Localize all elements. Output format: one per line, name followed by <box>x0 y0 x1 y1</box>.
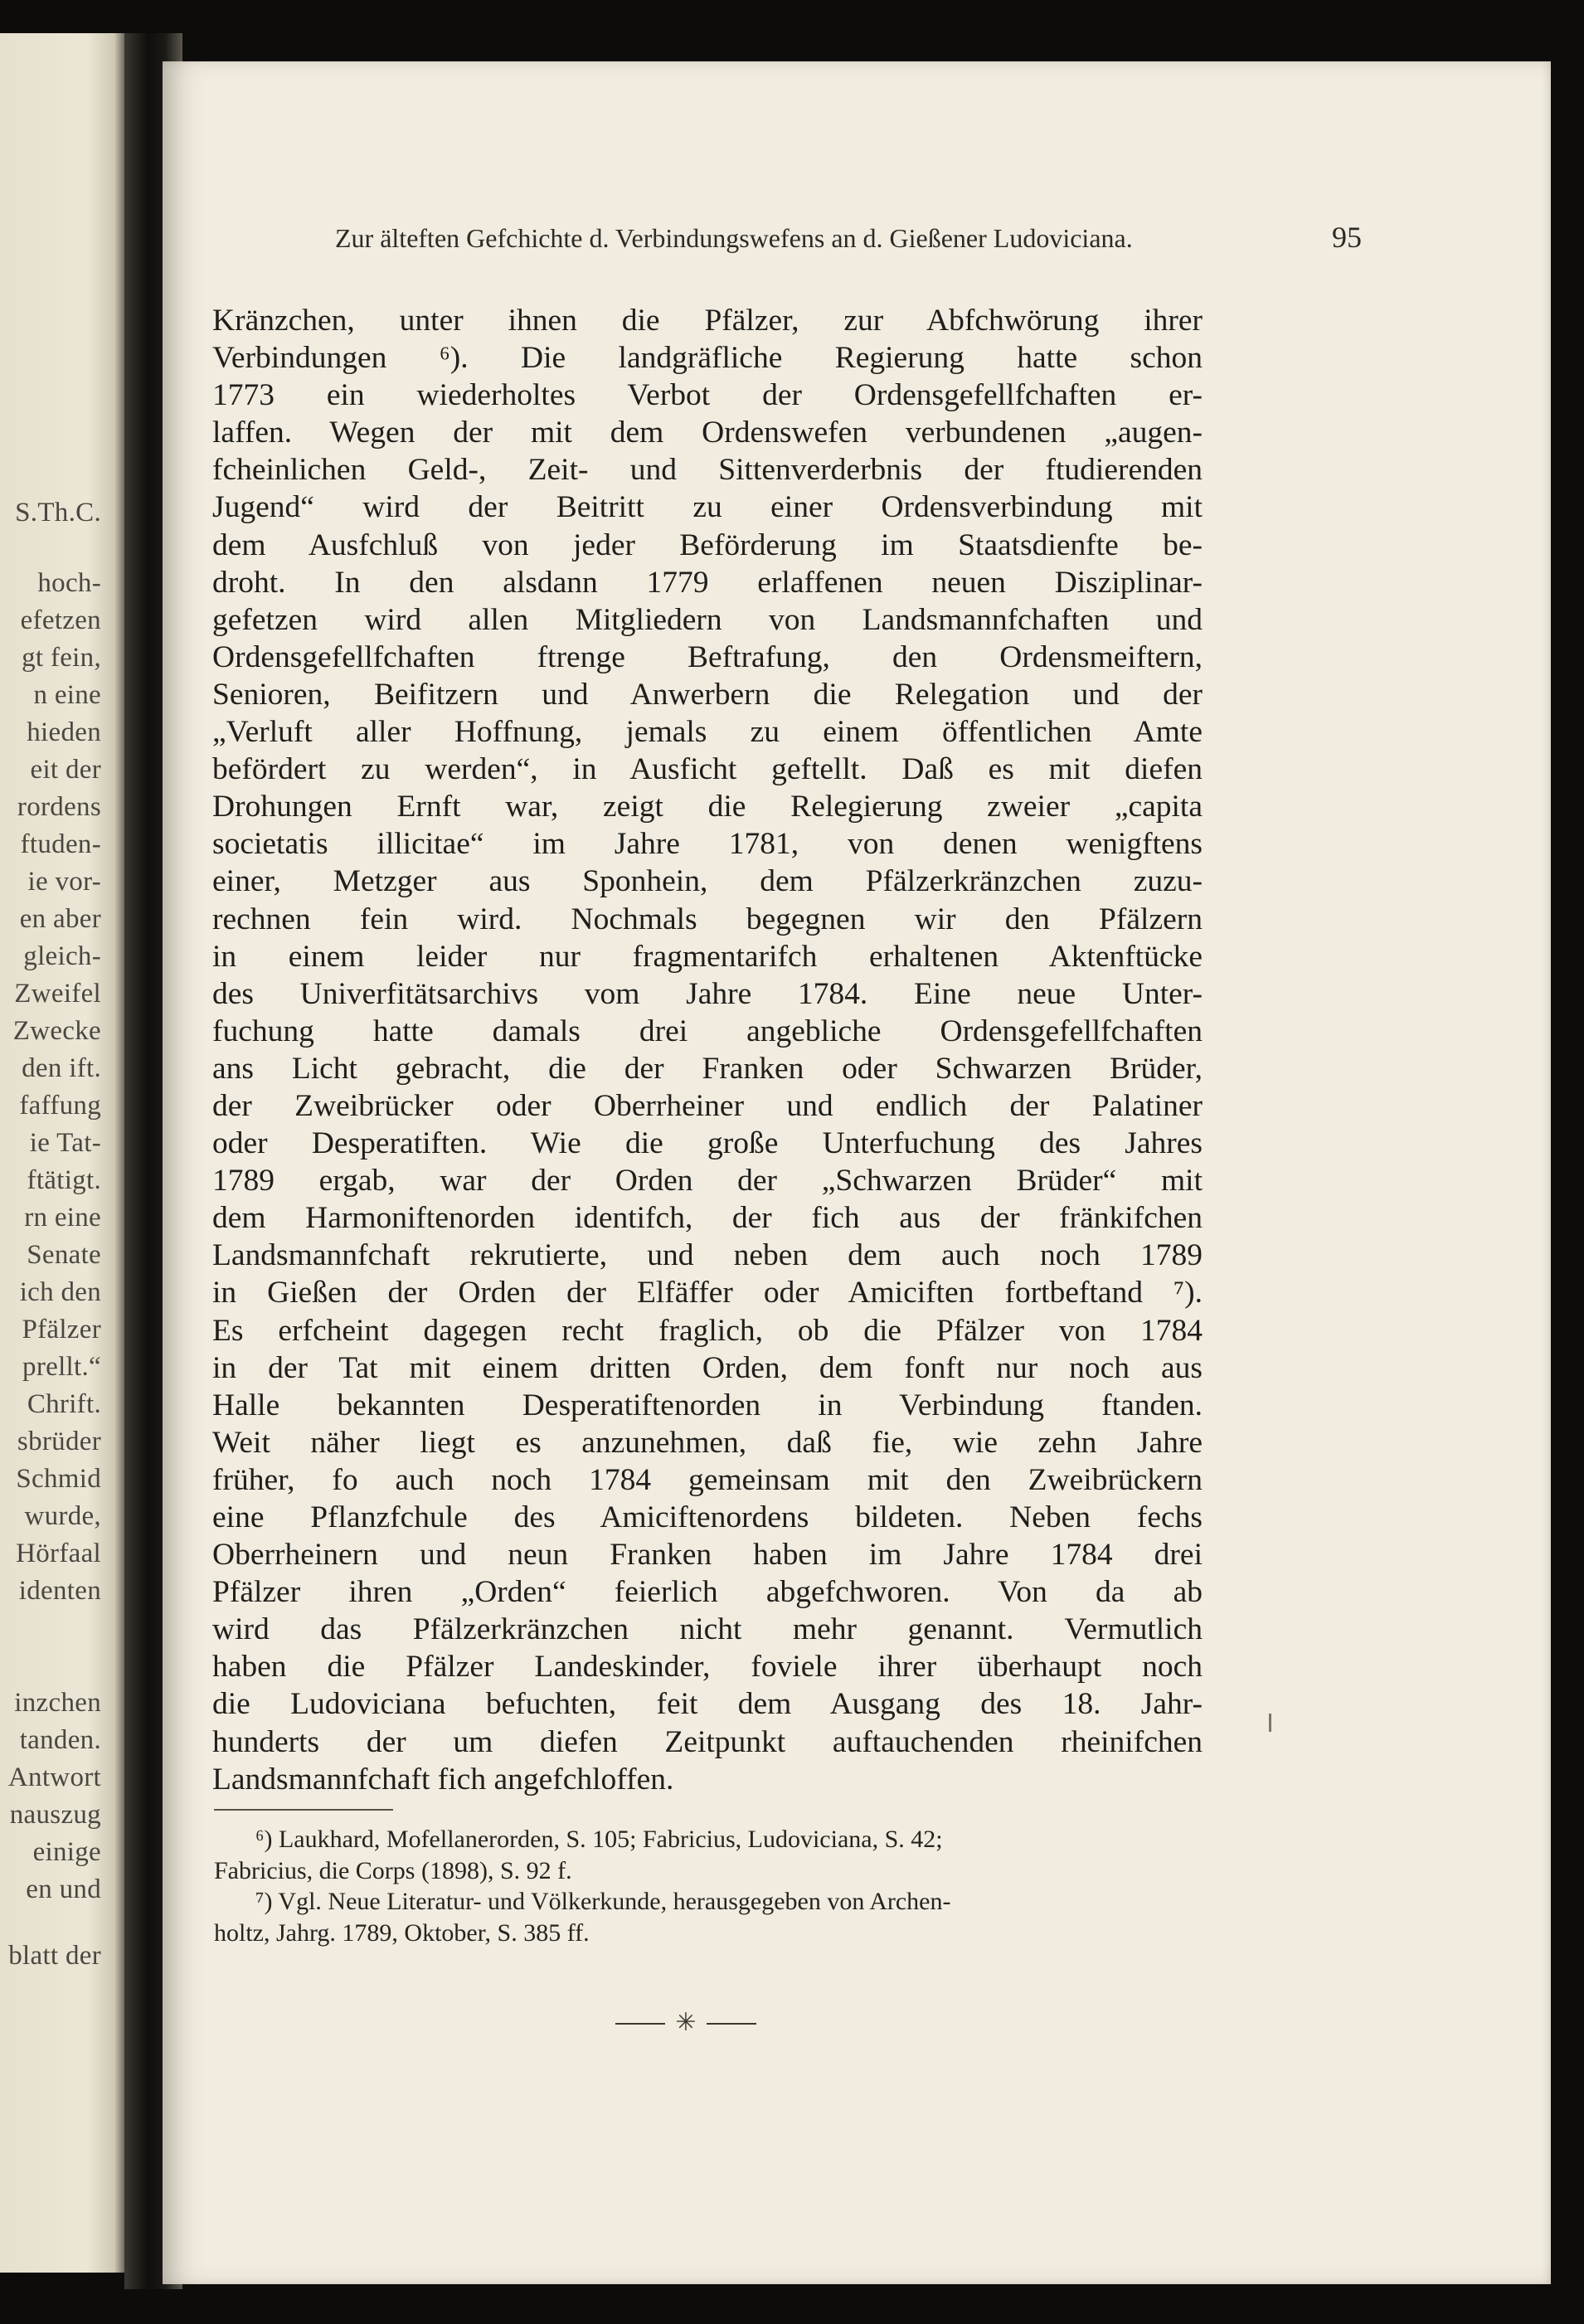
text-line: Es erfcheint dagegen recht fraglich, ob die Pfälzer von 1784 <box>212 1313 1203 1348</box>
left-page-line: Zwecke <box>12 1016 101 1046</box>
footnotes <box>214 1824 1203 1948</box>
text-line: einer, Metzger aus Sponhein, dem Pfälzerkränzchen zuzu- <box>212 864 1203 899</box>
left-page-line: hoch- <box>37 568 101 598</box>
left-page-line: sbrüder <box>17 1427 101 1456</box>
text-line: Drohungen Ernft war, zeigt die Relegierung zweier „capita <box>212 790 1203 824</box>
text-line: Halle bekannten Desperatiftenorden in Verbindung ftanden. <box>212 1388 1203 1422</box>
left-page-line: nauszug <box>9 1800 101 1830</box>
left-page-line: Pfälzer <box>22 1315 101 1344</box>
text-line: in der Tat mit einem dritten Orden, dem fonft nur noch aus <box>212 1350 1203 1385</box>
left-page-line: Zweifel <box>14 979 101 1009</box>
text-line: früher, fo auch noch 1784 gemeinsam mit den Zweibrückern <box>212 1462 1203 1497</box>
left-page-line: S.Th.C. <box>15 498 101 528</box>
left-page-line: n eine <box>33 680 101 710</box>
page-number: 95 <box>1332 221 1362 254</box>
left-page-line: en und <box>26 1874 101 1904</box>
body-text <box>212 302 1203 1798</box>
left-page-line: tanden. <box>19 1725 101 1755</box>
left-page-line: einige <box>32 1837 101 1867</box>
text-line: 1789 ergab, war der Orden der „Schwarzen Brüder“ mit <box>212 1164 1203 1198</box>
left-page-line: ftuden- <box>20 829 101 859</box>
text-line: Landsmannfchaft rekrutierte, und neben dem auch noch 1789 <box>212 1238 1203 1273</box>
footnote-rule <box>214 1809 393 1811</box>
text-line: dem Harmoniftenorden identifch, der fich aus der fränkifchen <box>212 1201 1203 1236</box>
left-page-line: en aber <box>19 904 101 934</box>
text-line: fuchung hatte damals drei angebliche Ordensgefellfchaften <box>212 1014 1203 1048</box>
book-page <box>163 61 1551 2284</box>
left-page-line: prellt.“ <box>22 1352 101 1382</box>
running-head: Zur älteften Gefchichte d. Verbindungswefens an d. Gießener Ludoviciana. <box>335 223 1133 253</box>
left-page-line: Hörfaal <box>16 1539 101 1568</box>
text-line: fcheinlichen Geld-, Zeit- und Sittenverderbnis der ftudierenden <box>212 453 1203 488</box>
footnote-7-line: ⁷) Vgl. Neue Literatur- und Völkerkunde, herausgegeben von Archen- <box>255 1888 951 1915</box>
left-page-line: Chrift. <box>27 1389 101 1419</box>
left-page-line: den ift. <box>22 1053 101 1083</box>
text-line: gefetzen wird allen Mitgliedern von Landsmannfchaften und <box>212 602 1203 637</box>
text-line: „Verluft aller Hoffnung, jemals zu einem öffentlichen Amte <box>212 715 1203 750</box>
left-page-line: wurde, <box>24 1501 101 1531</box>
text-line: Verbindungen ⁶). Die landgräfliche Regierung hatte schon <box>212 341 1203 376</box>
text-line: laffen. Wegen der mit dem Ordenswefen verbundenen „augen- <box>212 416 1203 450</box>
text-line: Jugend“ wird der Beitritt zu einer Ordensverbindung mit <box>212 490 1203 525</box>
left-page-line: Schmid <box>16 1464 101 1494</box>
text-line: Pfälzer ihren „Orden“ feierlich abgefchworen. Von da ab <box>212 1575 1203 1610</box>
text-line: hunderts der um diefen Zeitpunkt auftauchenden rheinifchen <box>212 1724 1203 1759</box>
text-line: der Zweibrücker oder Oberrheiner und endlich der Palatiner <box>212 1088 1203 1123</box>
footnote-7-line: holtz, Jahrg. 1789, Oktober, S. 385 ff. <box>214 1918 590 1947</box>
text-line: oder Desperatiften. Wie die große Unterfuchung des Jahres <box>212 1126 1203 1161</box>
left-page-line: blatt der <box>8 1941 101 1971</box>
footnote-6-line: Fabricius, die Corps (1898), S. 92 f. <box>214 1856 572 1884</box>
left-page-line: Antwort <box>7 1762 101 1792</box>
end-ornament-icon: ✳ <box>615 2010 756 2035</box>
text-line: die Ludoviciana befuchten, feit dem Ausgang des 18. Jahr- <box>212 1687 1203 1722</box>
text-line: haben die Pfälzer Landeskinder, foviele ihrer überhaupt noch <box>212 1650 1203 1685</box>
text-line: ans Licht gebracht, die der Franken oder Schwarzen Brüder, <box>212 1051 1203 1086</box>
left-page-line: ie Tat- <box>29 1128 101 1158</box>
left-page-line: eit der <box>30 755 101 785</box>
text-line: in einem leider nur fragmentarifch erhaltenen Aktenftücke <box>212 939 1203 974</box>
left-page-line: ie vor- <box>27 867 101 897</box>
text-line: dem Ausfchluß von jeder Beförderung im Staatsdienfte be- <box>212 528 1203 562</box>
footnote-6-line: ⁶) Laukhard, Mofellanerorden, S. 105; Fabricius, Ludoviciana, S. 42; <box>255 1826 943 1853</box>
text-line: in Gießen der Orden der Elfäffer oder Amiciften fortbeftand ⁷). <box>212 1276 1203 1310</box>
left-page-line: ftätigt. <box>27 1165 101 1195</box>
text-line: eine Pflanzfchule des Amiciftenordens bildeten. Neben fechs <box>212 1500 1203 1534</box>
left-page-line: Senate <box>27 1240 101 1270</box>
page-edge-mark <box>1269 1714 1271 1732</box>
left-page-line: faffung <box>19 1091 101 1121</box>
text-line: Kränzchen, unter ihnen die Pfälzer, zur Abfchwörung ihrer <box>212 304 1203 338</box>
text-line: societatis illicitae“ im Jahre 1781, von denen wenigftens <box>212 827 1203 862</box>
text-line: Senioren, Beifitzern und Anwerbern die Relegation und der <box>212 677 1203 712</box>
text-line: Oberrheinern und neun Franken haben im Jahre 1784 drei <box>212 1538 1203 1573</box>
left-page-line: hieden <box>27 717 101 747</box>
left-page-line: ich den <box>19 1277 101 1307</box>
left-page-line: gleich- <box>23 941 101 971</box>
text-line: wird das Pfälzerkränzchen nicht mehr genannt. Vermutlich <box>212 1612 1203 1647</box>
left-page-line: rordens <box>17 792 101 822</box>
left-page-line: rn eine <box>24 1203 101 1232</box>
text-line: 1773 ein wiederholtes Verbot der Ordensgefellfchaften er- <box>212 378 1203 413</box>
text-line: Landsmannfchaft fich angefchloffen. <box>212 1762 674 1796</box>
text-line: Weit näher liegt es anzunehmen, daß fie, wie zehn Jahre <box>212 1425 1203 1460</box>
left-page-line: inzchen <box>14 1688 101 1718</box>
left-page-line: identen <box>18 1576 101 1606</box>
text-line: droht. In den alsdann 1779 erlaffenen neuen Disziplinar- <box>212 565 1203 600</box>
text-line: rechnen fein wird. Nochmals begegnen wir den Pfälzern <box>212 902 1203 936</box>
left-page-line: gt fein, <box>22 643 101 673</box>
previous-page-edge <box>0 33 124 2273</box>
text-line: des Univerfitätsarchivs vom Jahre 1784. Eine neue Unter- <box>212 976 1203 1011</box>
text-line: Ordensgefellfchaften ftrenge Beftrafung, den Ordensmeiftern, <box>212 639 1203 674</box>
text-line: befördert zu werden“, in Ausficht geftellt. Daß es mit diefen <box>212 752 1203 787</box>
left-page-line: efetzen <box>20 605 101 635</box>
